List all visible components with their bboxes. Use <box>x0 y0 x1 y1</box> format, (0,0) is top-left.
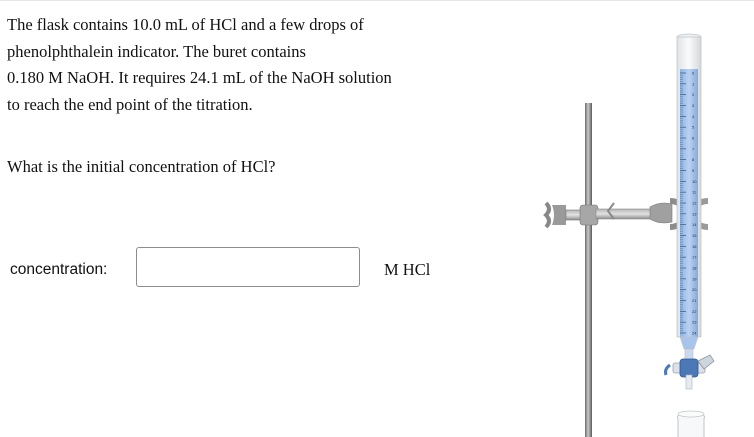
top-divider <box>0 0 754 1</box>
buret-tick-label: 23 <box>692 319 697 325</box>
buret-tick-label: 14 <box>692 222 697 228</box>
buret-tick-label: 16 <box>692 243 697 249</box>
flask <box>678 411 705 437</box>
buret-tick-label: 3 <box>692 103 695 108</box>
stopcock <box>666 355 715 389</box>
buret-tick-label: 17 <box>692 254 697 260</box>
buret-tick-label: 5 <box>692 124 695 130</box>
buret <box>677 34 701 363</box>
buret-tick-label: 8 <box>692 157 695 163</box>
buret-tick-label: 10 <box>692 178 697 184</box>
buret-tick-label: 22 <box>692 308 697 314</box>
unit-label: M HCl <box>384 260 431 279</box>
question-line-1: The flask contains 10.0 mL of HCl and a few drops of <box>7 15 364 34</box>
buret-tick-label: 21 <box>692 298 697 303</box>
question-line-2: phenolphthalein indicator. The buret contains <box>7 41 306 61</box>
buret-tick-label: 6 <box>692 135 695 141</box>
titration-apparatus <box>530 25 730 437</box>
buret-tick-label: 20 <box>692 287 697 293</box>
concentration-label: concentration: <box>10 261 108 278</box>
buret-tick-label: 24 <box>692 330 697 336</box>
buret-tick-label: 4 <box>692 113 695 119</box>
question-line-4: to reach the end point of the titration. <box>7 94 253 114</box>
buret-tick-label: 19 <box>692 276 697 282</box>
buret-tick-label: 15 <box>692 233 697 238</box>
buret-tick-label: 0 <box>692 70 695 76</box>
concentration-input[interactable] <box>136 247 360 287</box>
buret-tick-label: 9 <box>692 168 695 173</box>
buret-tick-label: 1 <box>692 81 695 87</box>
question-text <box>7 12 447 118</box>
buret-tick-label: 13 <box>692 211 697 217</box>
buret-tick-label: 18 <box>692 265 697 271</box>
buret-tick-label: 12 <box>692 200 697 206</box>
question-line-3: 0.180 M NaOH. It requires 24.1 mL of the NaOH solution <box>7 68 392 87</box>
question-prompt: What is the initial concentration of HCl? <box>7 157 276 176</box>
ring-stand-rod <box>585 103 592 437</box>
buret-tick-label: 2 <box>692 92 695 98</box>
buret-tick-label: 11 <box>692 189 697 195</box>
buret-tick-label: 7 <box>692 146 695 152</box>
